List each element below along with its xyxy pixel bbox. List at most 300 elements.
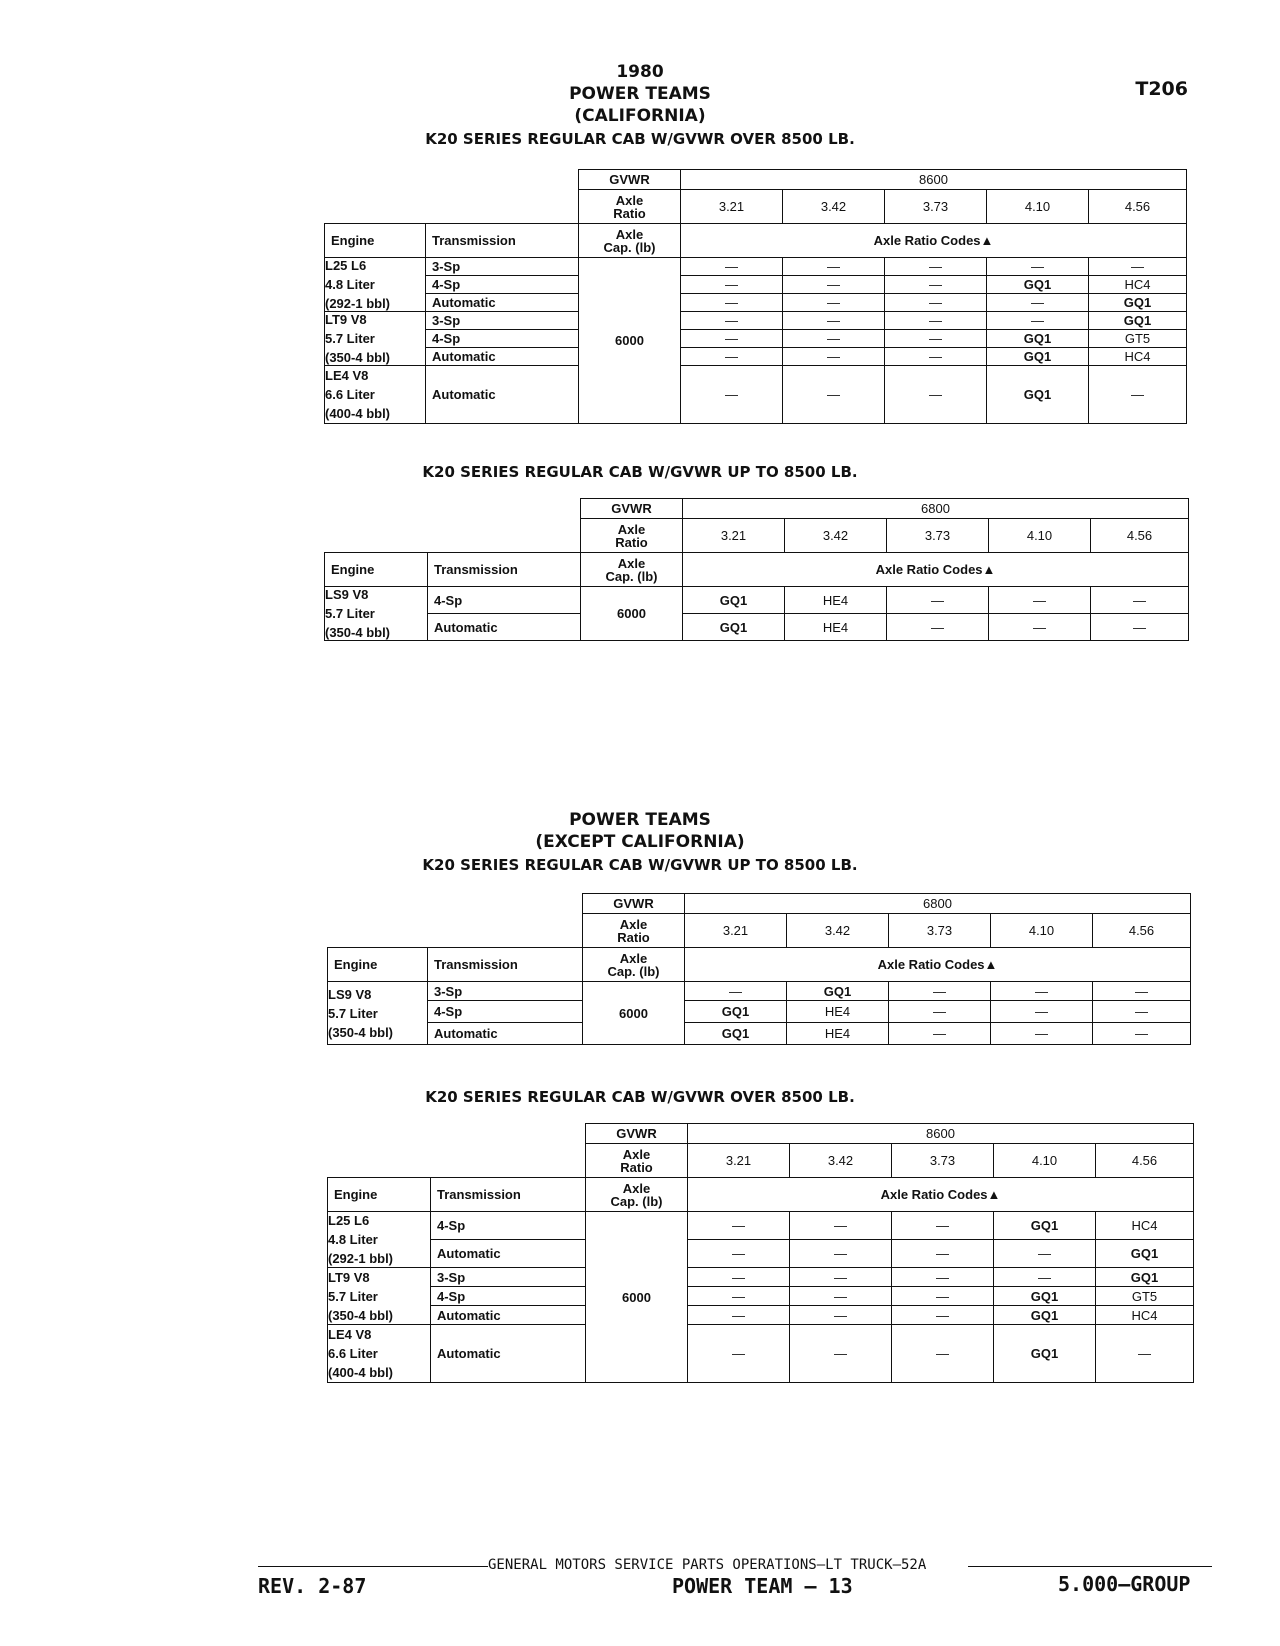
axle-cap-value [582,981,685,1045]
engine-cell [327,1211,431,1268]
axle-ratio-label-line: Axle [622,1146,651,1162]
footer-page: POWER TEAM — 13 [672,1574,853,1598]
axle-code-cell [680,257,783,276]
engine-line: (400-4 bbl) [328,1365,394,1380]
axle-ratio-value-text: 3.21 [718,199,745,214]
axle-code-cell [990,1022,1093,1045]
axle-code-text: — [732,1307,745,1323]
axle-ratio-value [888,913,991,948]
axle-code-cell [993,1286,1096,1306]
axle-code-cell [1095,1286,1194,1306]
axle-ratio-codes-header-text: Axle Ratio Codes▲ [880,1187,1001,1202]
axle-ratio-label-line: Axle [615,192,644,208]
axle-code-cell [1092,1022,1191,1045]
engine-cell [327,1267,431,1325]
axle-code-cell [782,293,885,312]
transmission-cell [425,257,579,276]
engine-line: LE4 V8 [325,368,369,383]
axle-ratio-value [1090,518,1189,553]
axle-code-text: — [1033,592,1046,608]
axle-ratio-value-text: 3.73 [924,528,951,543]
axle-code-cell [684,1022,787,1045]
axle-ratio-value-text: 4.10 [1028,923,1055,938]
header-region: (CALIFORNIA) [574,106,706,126]
axle-code-text: — [1038,1246,1051,1261]
transmission-header-text: Transmission [437,1187,521,1202]
gvwr-value [684,893,1191,914]
axle-cap-value-text: 6000 [617,606,646,621]
gvwr-label-text: GVWR [609,172,650,187]
axle-ratio-value [680,189,783,224]
axle-code-text: HE4 [822,619,849,635]
axle-code-cell [687,1267,790,1287]
axle-ratio-value-text: 3.42 [827,1153,854,1168]
axle-code-cell [884,257,987,276]
axle-code-cell [786,981,889,1001]
engine-line: (350-4 bbl) [325,350,391,365]
axle-code-cell [1088,329,1187,348]
axle-code-text: GQ1 [721,1004,750,1019]
axle-code-text: — [827,295,840,310]
engine-line: 5.7 Liter [325,606,375,621]
axle-code-text: — [732,1346,745,1361]
engine-cell [327,1324,431,1383]
axle-code-cell [680,347,783,366]
axle-code-text: — [1133,619,1146,635]
axle-cap-value [578,257,681,424]
axle-ratio-value-text: 3.73 [929,1153,956,1168]
axle-code-text: — [931,619,944,635]
axle-ratio-codes-header [682,552,1189,587]
gvwr-value [682,498,1189,519]
axle-ratio-value-text: 4.56 [1128,923,1155,938]
axle-ratio-value [682,518,785,553]
axle-code-text: — [834,1269,847,1285]
axle-cap-label-line: Axle [615,226,644,242]
axle-code-text: — [725,295,738,310]
axle-code-cell [1095,1239,1194,1268]
axle-code-cell [782,347,885,366]
engine-header [327,1177,431,1212]
axle-code-cell [680,329,783,348]
transmission-cell [430,1286,586,1306]
axle-code-text: HC4 [1124,349,1151,364]
axle-cap-label [585,1177,688,1212]
transmission-text: 3-Sp [434,983,463,999]
axle-code-cell [784,586,887,614]
axle-code-cell [884,311,987,330]
transmission-header [425,223,579,258]
axle-code-text: — [1133,592,1146,608]
engine-line: 5.7 Liter [328,1288,378,1304]
gvwr-label [585,1123,688,1144]
axle-cap-label-line: Cap. (lb) [603,239,656,255]
axle-cap-label-line: Axle [619,950,648,966]
axle-ratio-value [684,913,787,948]
axle-code-text: — [1035,1004,1048,1019]
transmission-cell [430,1211,586,1240]
transmission-cell [425,293,579,312]
axle-code-text: — [929,277,942,292]
engine-header-text: Engine [331,562,375,577]
axle-code-cell [682,586,785,614]
engine-line: 4.8 Liter [328,1232,378,1247]
axle-code-cell [789,1305,892,1325]
axle-code-text: — [1035,1026,1048,1041]
engine-line: 4.8 Liter [325,277,375,292]
transmission-text: Automatic [434,619,498,635]
axle-code-cell [782,257,885,276]
footer-rev: REV. 2-87 [258,1574,367,1598]
axle-code-cell [782,311,885,330]
axle-code-cell [1092,981,1191,1001]
axle-code-cell [891,1324,994,1383]
transmission-text: 3-Sp [432,259,461,274]
axle-code-text: GQ1 [721,1026,750,1041]
axle-code-text: — [834,1218,847,1233]
axle-cap-label-line: Cap. (lb) [605,568,658,584]
transmission-cell [425,311,579,330]
axle-code-text: GQ1 [719,592,748,608]
axle-code-cell [986,311,1089,330]
transmission-text: Automatic [437,1346,501,1361]
axle-code-text: — [1135,983,1148,999]
axle-code-text: GQ1 [1123,313,1152,328]
engine-cell [327,981,428,1045]
axle-code-text: — [732,1288,745,1304]
axle-code-text: — [725,331,738,346]
axle-code-text: — [929,313,942,328]
axle-code-text: GT5 [1131,1288,1158,1304]
axle-code-text: GQ1 [1023,349,1052,364]
transmission-text: 4-Sp [434,1004,463,1019]
engine-cell [324,311,426,366]
axle-code-cell [884,329,987,348]
transmission-text: Automatic [437,1246,501,1261]
axle-code-text: GQ1 [1023,277,1052,292]
axle-code-text: HE4 [824,1004,851,1019]
axle-code-cell [884,365,987,424]
axle-code-cell [886,586,989,614]
axle-code-cell [1095,1305,1194,1325]
footer-group: 5.000—GROUP [1058,1572,1191,1596]
engine-header [324,223,426,258]
axle-code-cell [789,1286,892,1306]
engine-line: LS9 V8 [325,587,369,602]
transmission-header-text: Transmission [432,233,516,248]
axle-code-text: — [929,349,942,364]
axle-code-text: GQ1 [1023,331,1052,346]
engine-line: 6.6 Liter [325,387,375,402]
axle-ratio-value-text: 3.21 [720,528,747,543]
axle-code-cell [782,365,885,424]
engine-line: (292-1 bbl) [325,296,391,311]
axle-code-cell [891,1286,994,1306]
axle-ratio-value-text: 4.56 [1124,199,1151,214]
gvwr-label [578,169,681,190]
transmission-cell [430,1305,586,1325]
engine-cell [324,586,428,641]
axle-code-cell [687,1305,790,1325]
axle-ratio-value [1092,913,1191,948]
axle-code-text: — [929,387,942,402]
axle-code-text: — [725,313,738,328]
transmission-header-text: Transmission [434,957,518,972]
section2-title: POWER TEAMS [569,810,711,830]
axle-ratio-label [578,189,681,224]
axle-code-text: — [725,259,738,274]
axle-code-cell [687,1286,790,1306]
axle-code-text: GQ1 [1123,295,1152,310]
axle-code-cell [1088,257,1187,276]
axle-ratio-value-text: 3.42 [824,923,851,938]
axle-code-cell [789,1324,892,1383]
axle-ratio-value [687,1143,790,1178]
axle-code-cell [888,1022,991,1045]
gvwr-value-text: 8600 [919,172,948,187]
engine-cell [324,257,426,312]
axle-code-text: — [732,1218,745,1233]
axle-code-text: HC4 [1131,1307,1158,1323]
axle-code-cell [687,1211,790,1240]
axle-code-cell [986,275,1089,294]
gvwr-label-text: GVWR [611,501,652,516]
axle-code-text: HC4 [1124,277,1151,292]
axle-code-text: — [725,277,738,292]
axle-ratio-value [1095,1143,1194,1178]
axle-ratio-label-line: Ratio [620,1159,653,1175]
axle-code-text: — [929,259,942,274]
axle-ratio-label-line: Axle [617,521,646,537]
transmission-header-text: Transmission [434,562,518,577]
axle-cap-label [582,947,685,982]
engine-line: (292-1 bbl) [328,1251,394,1266]
engine-line: L25 L6 [328,1213,370,1228]
engine-line: LS9 V8 [328,986,372,1002]
axle-code-text: GQ1 [1030,1218,1059,1233]
transmission-cell [427,1000,583,1023]
axle-code-text: — [1038,1269,1051,1285]
axle-code-text: GQ1 [1030,1307,1059,1323]
axle-code-cell [891,1305,994,1325]
gvwr-label [580,498,683,519]
axle-ratio-value-text: 3.42 [822,528,849,543]
axle-ratio-value-text: 4.10 [1026,528,1053,543]
engine-line: (350-4 bbl) [328,1024,394,1040]
axle-code-cell [680,365,783,424]
axle-code-cell [986,365,1089,424]
axle-code-cell [993,1267,1096,1287]
axle-code-text: — [1131,259,1144,274]
axle-ratio-label-line: Ratio [613,205,646,221]
axle-code-cell [680,275,783,294]
axle-code-cell [1095,1267,1194,1287]
axle-code-text: — [936,1269,949,1285]
footer-rule-right [968,1566,1212,1567]
transmission-text: 4-Sp [434,592,463,608]
gvwr-value-text: 8600 [926,1126,955,1141]
axle-code-cell [782,329,885,348]
axle-ratio-label [580,518,683,553]
section2-region: (EXCEPT CALIFORNIA) [535,832,745,852]
axle-cap-label-line: Cap. (lb) [610,1193,663,1209]
axle-ratio-value [886,518,989,553]
axle-code-text: — [827,313,840,328]
axle-code-cell [1088,311,1187,330]
engine-header-text: Engine [331,233,375,248]
transmission-cell [430,1324,586,1383]
transmission-header [430,1177,586,1212]
transmission-text: 3-Sp [437,1269,466,1285]
table-title-2: K20 SERIES REGULAR CAB W/GVWR UP TO 8500 LB. [422,463,858,481]
axle-code-text: — [834,1346,847,1361]
axle-code-cell [1095,1211,1194,1240]
axle-code-cell [891,1239,994,1268]
axle-ratio-value [884,189,987,224]
axle-ratio-label [582,913,685,948]
axle-code-cell [1095,1324,1194,1383]
axle-code-cell [888,1000,991,1023]
axle-code-text: HE4 [822,592,849,608]
axle-code-text: — [827,277,840,292]
axle-cap-value-text: 6000 [619,1005,648,1021]
axle-ratio-value-text: 4.10 [1024,199,1051,214]
transmission-cell [425,329,579,348]
axle-code-cell [993,1211,1096,1240]
axle-code-text: — [1138,1346,1151,1361]
axle-code-text: — [936,1307,949,1323]
axle-code-cell [988,613,1091,641]
axle-code-text: — [1135,1004,1148,1019]
transmission-cell [430,1267,586,1287]
engine-header-text: Engine [334,957,378,972]
axle-code-cell [784,613,887,641]
axle-ratio-value-text: 4.10 [1031,1153,1058,1168]
axle-code-text: — [729,983,742,999]
axle-ratio-value-text: 3.73 [922,199,949,214]
axle-code-cell [1090,613,1189,641]
axle-code-cell [680,293,783,312]
axle-ratio-label-line: Ratio [615,534,648,550]
axle-code-text: GQ1 [719,619,748,635]
engine-line: LT9 V8 [328,1269,370,1285]
engine-line: 5.7 Liter [325,331,375,346]
axle-cap-label-line: Axle [617,555,646,571]
axle-cap-value-text: 6000 [615,333,644,348]
gvwr-value-text: 6800 [921,501,950,516]
engine-line: 6.6 Liter [328,1346,378,1361]
axle-ratio-value-text: 3.42 [820,199,847,214]
axle-code-text: HC4 [1131,1218,1158,1233]
axle-code-cell [886,613,989,641]
axle-code-cell [1088,293,1187,312]
axle-code-cell [687,1324,790,1383]
axle-ratio-label-line: Ratio [617,929,650,945]
axle-code-cell [990,1000,1093,1023]
axle-code-text: — [834,1307,847,1323]
gvwr-label-text: GVWR [613,896,654,911]
axle-ratio-label-line: Axle [619,916,648,932]
axle-code-cell [993,1324,1096,1383]
axle-ratio-value-text: 4.56 [1131,1153,1158,1168]
transmission-cell [425,347,579,366]
axle-code-cell [986,329,1089,348]
gvwr-label [582,893,685,914]
axle-code-text: — [929,295,942,310]
header-title: POWER TEAMS [569,84,711,104]
axle-ratio-codes-header-text: Axle Ratio Codes▲ [873,233,994,248]
header-year: 1980 [616,62,664,82]
axle-ratio-value [784,518,887,553]
axle-code-text: — [933,1004,946,1019]
axle-ratio-value [891,1143,994,1178]
table-title-1: K20 SERIES REGULAR CAB W/GVWR OVER 8500 LB. [425,130,855,148]
engine-header [324,552,428,587]
axle-code-cell [682,613,785,641]
axle-code-cell [884,293,987,312]
engine-line: (350-4 bbl) [325,625,391,640]
axle-code-text: — [1135,1026,1148,1041]
engine-line: LT9 V8 [325,312,367,327]
axle-code-text: — [827,259,840,274]
footer-org: GENERAL MOTORS SERVICE PARTS OPERATIONS—LT TRUCK—52A [488,1557,927,1573]
axle-code-text: — [1031,259,1044,274]
axle-code-text: — [1031,313,1044,328]
axle-ratio-codes-header [680,223,1187,258]
engine-header-text: Engine [334,1187,378,1202]
axle-ratio-value-text: 3.21 [725,1153,752,1168]
transmission-text: 4-Sp [437,1288,466,1304]
transmission-cell [427,1022,583,1045]
axle-code-cell [884,347,987,366]
axle-code-text: — [936,1218,949,1233]
axle-cap-value-text: 6000 [622,1289,651,1305]
axle-ratio-value [782,189,885,224]
axle-ratio-value-text: 4.56 [1126,528,1153,543]
axle-ratio-codes-header-text: Axle Ratio Codes▲ [875,562,996,577]
axle-code-cell [988,586,1091,614]
axle-code-text: — [827,387,840,402]
axle-code-cell [786,1022,889,1045]
axle-code-cell [789,1239,892,1268]
axle-code-cell [888,981,991,1001]
axle-ratio-codes-header [687,1177,1194,1212]
axle-code-cell [684,981,787,1001]
axle-code-text: — [936,1346,949,1361]
axle-code-cell [1088,347,1187,366]
axle-code-text: GQ1 [1030,1288,1059,1304]
axle-code-text: — [1031,295,1044,310]
gvwr-value-text: 6800 [923,896,952,911]
transmission-header [427,947,583,982]
transmission-cell [430,1239,586,1268]
axle-code-cell [1088,365,1187,424]
axle-code-cell [993,1239,1096,1268]
axle-ratio-value [988,518,1091,553]
axle-code-text: — [936,1246,949,1261]
axle-code-cell [687,1239,790,1268]
transmission-text: 3-Sp [432,313,461,328]
axle-code-cell [680,311,783,330]
axle-code-cell [891,1211,994,1240]
axle-code-cell [684,1000,787,1023]
axle-code-cell [1090,586,1189,614]
axle-code-text: — [933,983,946,999]
axle-code-text: — [1035,983,1048,999]
axle-cap-label-line: Axle [622,1180,651,1196]
axle-code-text: — [732,1246,745,1261]
axle-code-text: GQ1 [1030,1346,1059,1361]
